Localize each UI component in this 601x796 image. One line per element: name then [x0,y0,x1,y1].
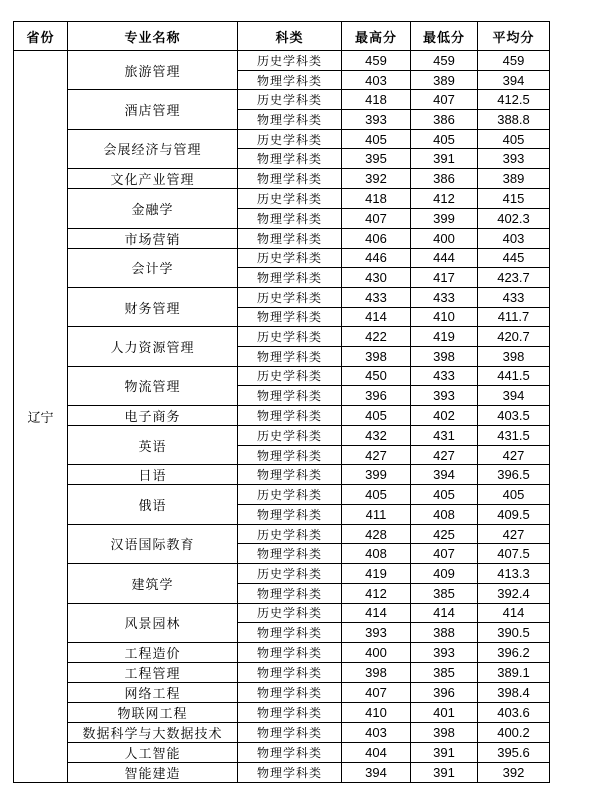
subject-cell: 历史学科类 [238,524,342,544]
min-score-cell: 414 [411,603,478,623]
major-name-cell: 工程管理 [68,662,238,682]
header-max-score: 最高分 [342,22,411,51]
min-score-cell: 407 [411,544,478,564]
min-score-cell: 417 [411,268,478,288]
subject-cell: 历史学科类 [238,189,342,209]
table-row [14,90,550,110]
min-score-cell: 433 [411,366,478,386]
table-row [14,406,550,426]
max-score-cell: 428 [342,524,411,544]
max-score-cell: 407 [342,682,411,702]
table-row [14,682,550,702]
max-score-cell: 403 [342,70,411,90]
avg-score-cell: 445 [478,248,550,268]
major-name-cell: 智能建造 [68,762,238,782]
avg-score-cell: 403.6 [478,702,550,722]
max-score-cell: 398 [342,346,411,366]
table-row [14,287,550,307]
max-score-cell: 450 [342,366,411,386]
table-row [14,564,550,584]
min-score-cell: 405 [411,485,478,505]
min-score-cell: 389 [411,70,478,90]
subject-cell: 物理学科类 [238,682,342,702]
min-score-cell: 400 [411,228,478,248]
header-province: 省份 [14,22,68,51]
major-name-cell: 会展经济与管理 [68,129,238,168]
major-name-cell: 汉语国际教育 [68,524,238,563]
subject-cell: 物理学科类 [238,762,342,782]
major-name-cell: 财务管理 [68,287,238,326]
table-row [14,426,550,446]
avg-score-cell: 427 [478,445,550,465]
avg-score-cell: 413.3 [478,564,550,584]
subject-cell: 历史学科类 [238,51,342,71]
table-row [14,762,550,782]
subject-cell: 物理学科类 [238,544,342,564]
major-name-cell: 市场营销 [68,228,238,248]
major-name-cell: 风景园林 [68,603,238,642]
table-row [14,189,550,209]
max-score-cell: 412 [342,583,411,603]
avg-score-cell: 433 [478,287,550,307]
major-name-cell: 日语 [68,465,238,485]
table-row [14,702,550,722]
subject-cell: 物理学科类 [238,386,342,406]
min-score-cell: 398 [411,722,478,742]
max-score-cell: 446 [342,248,411,268]
major-name-cell: 建筑学 [68,564,238,603]
max-score-cell: 430 [342,268,411,288]
min-score-cell: 399 [411,208,478,228]
max-score-cell: 398 [342,662,411,682]
table-row [14,129,550,149]
header-min-score: 最低分 [411,22,478,51]
major-name-cell: 金融学 [68,189,238,228]
table-body [14,51,550,783]
min-score-cell: 407 [411,90,478,110]
avg-score-cell: 415 [478,189,550,209]
avg-score-cell: 392 [478,762,550,782]
max-score-cell: 392 [342,169,411,189]
min-score-cell: 425 [411,524,478,544]
major-name-cell: 电子商务 [68,406,238,426]
avg-score-cell: 420.7 [478,327,550,347]
max-score-cell: 405 [342,485,411,505]
max-score-cell: 427 [342,445,411,465]
table-row [14,722,550,742]
major-name-cell: 物联网工程 [68,702,238,722]
max-score-cell: 406 [342,228,411,248]
major-name-cell: 物流管理 [68,366,238,405]
subject-cell: 物理学科类 [238,70,342,90]
subject-cell: 物理学科类 [238,662,342,682]
avg-score-cell: 398.4 [478,682,550,702]
avg-score-cell: 394 [478,386,550,406]
avg-score-cell: 395.6 [478,742,550,762]
avg-score-cell: 402.3 [478,208,550,228]
avg-score-cell: 427 [478,524,550,544]
major-name-cell: 会计学 [68,248,238,287]
max-score-cell: 414 [342,603,411,623]
subject-cell: 物理学科类 [238,307,342,327]
table-row [14,603,550,623]
major-name-cell: 英语 [68,426,238,465]
subject-cell: 历史学科类 [238,90,342,110]
avg-score-cell: 405 [478,485,550,505]
subject-cell: 物理学科类 [238,642,342,662]
max-score-cell: 418 [342,90,411,110]
max-score-cell: 394 [342,762,411,782]
max-score-cell: 407 [342,208,411,228]
avg-score-cell: 403.5 [478,406,550,426]
major-name-cell: 人力资源管理 [68,327,238,366]
subject-cell: 历史学科类 [238,129,342,149]
max-score-cell: 432 [342,426,411,446]
min-score-cell: 386 [411,110,478,130]
max-score-cell: 400 [342,642,411,662]
min-score-cell: 393 [411,386,478,406]
min-score-cell: 398 [411,346,478,366]
min-score-cell: 459 [411,51,478,71]
avg-score-cell: 407.5 [478,544,550,564]
table-row [14,366,550,386]
major-name-cell: 工程造价 [68,642,238,662]
min-score-cell: 431 [411,426,478,446]
major-name-cell: 文化产业管理 [68,169,238,189]
header-avg-score: 平均分 [478,22,550,51]
min-score-cell: 402 [411,406,478,426]
max-score-cell: 433 [342,287,411,307]
max-score-cell: 393 [342,110,411,130]
avg-score-cell: 431.5 [478,426,550,446]
max-score-cell: 404 [342,742,411,762]
min-score-cell: 444 [411,248,478,268]
subject-cell: 历史学科类 [238,327,342,347]
subject-cell: 物理学科类 [238,110,342,130]
subject-cell: 历史学科类 [238,564,342,584]
avg-score-cell: 423.7 [478,268,550,288]
avg-score-cell: 398 [478,346,550,366]
table-row [14,524,550,544]
subject-cell: 物理学科类 [238,149,342,169]
min-score-cell: 409 [411,564,478,584]
header-row [14,22,550,51]
major-name-cell: 旅游管理 [68,51,238,90]
major-name-cell: 人工智能 [68,742,238,762]
major-name-cell: 数据科学与大数据技术 [68,722,238,742]
subject-cell: 历史学科类 [238,426,342,446]
major-name-cell: 俄语 [68,485,238,524]
min-score-cell: 386 [411,169,478,189]
avg-score-cell: 405 [478,129,550,149]
min-score-cell: 391 [411,742,478,762]
min-score-cell: 394 [411,465,478,485]
max-score-cell: 411 [342,505,411,525]
min-score-cell: 419 [411,327,478,347]
subject-cell: 物理学科类 [238,346,342,366]
max-score-cell: 459 [342,51,411,71]
avg-score-cell: 389.1 [478,662,550,682]
max-score-cell: 419 [342,564,411,584]
avg-score-cell: 394 [478,70,550,90]
max-score-cell: 399 [342,465,411,485]
subject-cell: 历史学科类 [238,603,342,623]
avg-score-cell: 441.5 [478,366,550,386]
max-score-cell: 418 [342,189,411,209]
major-name-cell: 网络工程 [68,682,238,702]
subject-cell: 物理学科类 [238,505,342,525]
province-cell: 辽宁 [14,51,68,783]
header-subject: 科类 [238,22,342,51]
avg-score-cell: 400.2 [478,722,550,742]
avg-score-cell: 389 [478,169,550,189]
min-score-cell: 385 [411,662,478,682]
subject-cell: 物理学科类 [238,406,342,426]
table-row [14,485,550,505]
admission-scores-table [13,21,550,783]
avg-score-cell: 411.7 [478,307,550,327]
min-score-cell: 412 [411,189,478,209]
subject-cell: 物理学科类 [238,465,342,485]
avg-score-cell: 459 [478,51,550,71]
table-row [14,742,550,762]
table-row [14,51,550,71]
min-score-cell: 427 [411,445,478,465]
subject-cell: 物理学科类 [238,742,342,762]
subject-cell: 历史学科类 [238,248,342,268]
min-score-cell: 393 [411,642,478,662]
subject-cell: 历史学科类 [238,366,342,386]
avg-score-cell: 390.5 [478,623,550,643]
avg-score-cell: 409.5 [478,505,550,525]
avg-score-cell: 412.5 [478,90,550,110]
table-row [14,642,550,662]
max-score-cell: 405 [342,406,411,426]
subject-cell: 物理学科类 [238,583,342,603]
subject-cell: 物理学科类 [238,268,342,288]
subject-cell: 物理学科类 [238,445,342,465]
max-score-cell: 410 [342,702,411,722]
subject-cell: 物理学科类 [238,702,342,722]
subject-cell: 物理学科类 [238,169,342,189]
min-score-cell: 385 [411,583,478,603]
subject-cell: 物理学科类 [238,208,342,228]
table-row [14,169,550,189]
min-score-cell: 408 [411,505,478,525]
min-score-cell: 391 [411,149,478,169]
table-row [14,228,550,248]
avg-score-cell: 393 [478,149,550,169]
avg-score-cell: 414 [478,603,550,623]
subject-cell: 物理学科类 [238,722,342,742]
table-row [14,248,550,268]
max-score-cell: 393 [342,623,411,643]
max-score-cell: 422 [342,327,411,347]
max-score-cell: 405 [342,129,411,149]
major-name-cell: 酒店管理 [68,90,238,129]
avg-score-cell: 392.4 [478,583,550,603]
max-score-cell: 414 [342,307,411,327]
avg-score-cell: 403 [478,228,550,248]
avg-score-cell: 396.5 [478,465,550,485]
table-row [14,327,550,347]
header-major: 专业名称 [68,22,238,51]
max-score-cell: 396 [342,386,411,406]
min-score-cell: 401 [411,702,478,722]
max-score-cell: 395 [342,149,411,169]
min-score-cell: 433 [411,287,478,307]
subject-cell: 物理学科类 [238,228,342,248]
subject-cell: 历史学科类 [238,287,342,307]
subject-cell: 物理学科类 [238,623,342,643]
avg-score-cell: 396.2 [478,642,550,662]
min-score-cell: 410 [411,307,478,327]
subject-cell: 历史学科类 [238,485,342,505]
min-score-cell: 388 [411,623,478,643]
table-row [14,662,550,682]
min-score-cell: 396 [411,682,478,702]
min-score-cell: 405 [411,129,478,149]
table-row [14,465,550,485]
max-score-cell: 408 [342,544,411,564]
max-score-cell: 403 [342,722,411,742]
min-score-cell: 391 [411,762,478,782]
avg-score-cell: 388.8 [478,110,550,130]
